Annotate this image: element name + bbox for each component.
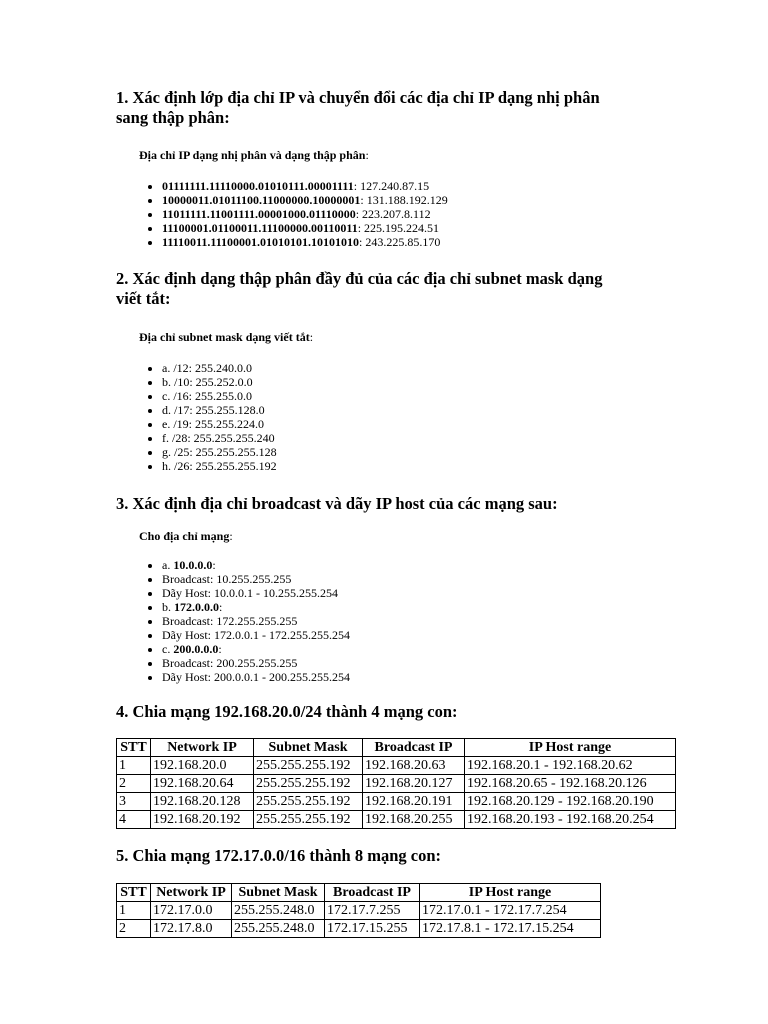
table-cell: 192.168.20.0 <box>151 757 254 775</box>
list-item <box>162 179 716 193</box>
table-cell: 1 <box>117 757 151 775</box>
item-suffix: : <box>218 642 222 656</box>
network-address: 10.0.0.0 <box>173 558 213 572</box>
section-5-title: 5. Chia mạng 172.17.0.0/16 thành 8 mạng con: <box>116 846 441 865</box>
column-header: STT <box>117 739 151 757</box>
table-cell: 172.17.7.255 <box>325 902 420 920</box>
table-header-row <box>117 739 676 757</box>
table-cell: 172.17.0.0 <box>151 902 232 920</box>
table-header-row <box>117 884 601 902</box>
table-cell: 255.255.255.192 <box>254 775 363 793</box>
item-suffix: : <box>219 600 223 614</box>
table-row <box>117 811 676 829</box>
list-item: • c. /16: 255.255.0.0 <box>162 389 716 403</box>
list-item: • g. /25: 255.255.255.128 <box>162 445 716 459</box>
section-2-intro-bold: Địa chỉ subnet mask dạng viết tắt <box>139 330 310 344</box>
decimal-value: : 127.240.87.15 <box>353 179 430 193</box>
decimal-value: : 225.195.224.51 <box>357 221 440 235</box>
list-item <box>162 221 716 235</box>
item-prefix: c. <box>162 642 174 656</box>
section-1-title-line1: 1. Xác định lớp địa chỉ IP và chuyển đổi các địa chỉ IP dạng nhị phân <box>116 88 600 107</box>
binary-value: 10000011.01011100.11000000.10000001 <box>162 193 361 207</box>
column-header: Subnet Mask <box>232 884 325 902</box>
table-cell: 192.168.20.193 - 192.168.20.254 <box>465 811 676 829</box>
section-2-title-line2: viết tắt: <box>116 289 171 308</box>
table-row <box>117 920 601 938</box>
list-item: • Broadcast: 172.255.255.255 <box>162 614 716 628</box>
table-row <box>117 757 676 775</box>
table-cell: 192.168.20.255 <box>363 811 465 829</box>
list-item <box>162 558 716 572</box>
section-4-title: 4. Chia mạng 192.168.20.0/24 thành 4 mạng con: <box>116 702 458 721</box>
table-cell: 192.168.20.63 <box>363 757 465 775</box>
subnet-table-5 <box>116 883 601 938</box>
list-item <box>162 600 716 614</box>
list-item: • Dãy Host: 172.0.0.1 - 172.255.255.254 <box>162 628 716 642</box>
table-cell: 192.168.20.129 - 192.168.20.190 <box>465 793 676 811</box>
binary-value: 11100001.01100011.11100000.00110011 <box>162 221 358 235</box>
table-cell: 255.255.255.192 <box>254 757 363 775</box>
list-item: • Broadcast: 200.255.255.255 <box>162 656 716 670</box>
decimal-value: : 223.207.8.112 <box>355 207 431 221</box>
list-item: • f. /28: 255.255.255.240 <box>162 431 716 445</box>
table-row <box>117 902 601 920</box>
table-cell: 192.168.20.127 <box>363 775 465 793</box>
item-prefix: b. <box>162 600 174 614</box>
section-1-intro-colon: : <box>365 148 369 162</box>
list-item: • Broadcast: 10.255.255.255 <box>162 572 716 586</box>
table-cell: 192.168.20.192 <box>151 811 254 829</box>
list-item <box>162 207 716 221</box>
table-cell: 172.17.8.0 <box>151 920 232 938</box>
binary-value: 11011111.11001111.00001000.01110000 <box>162 207 356 221</box>
column-header: IP Host range <box>420 884 601 902</box>
section-2-intro-colon: : <box>309 330 314 344</box>
table-cell: 172.17.0.1 - 172.17.7.254 <box>420 902 601 920</box>
table-cell: 255.255.255.192 <box>254 811 363 829</box>
table-cell: 192.168.20.65 - 192.168.20.126 <box>465 775 676 793</box>
column-header: IP Host range <box>465 739 676 757</box>
table-cell: 192.168.20.64 <box>151 775 254 793</box>
item-suffix: : <box>212 558 216 572</box>
section-1-intro-bold: Địa chỉ IP dạng nhị phân và dạng thập phân <box>139 148 366 162</box>
list-item: • Dãy Host: 10.0.0.1 - 10.255.255.254 <box>162 586 716 600</box>
list-item: • Dãy Host: 200.0.0.1 - 200.255.255.254 <box>162 670 716 684</box>
table-cell: 255.255.255.192 <box>254 793 363 811</box>
subnet-mask-list <box>116 361 716 473</box>
column-header: STT <box>117 884 151 902</box>
binary-value: 11110011.11100001.01010101.10101010 <box>162 235 360 249</box>
column-header: Broadcast IP <box>325 884 420 902</box>
table-cell: 1 <box>117 902 151 920</box>
list-item: • h. /26: 255.255.255.192 <box>162 459 716 473</box>
table-row <box>117 775 676 793</box>
section-2-intro <box>139 330 716 345</box>
section-3-intro-colon: : <box>229 529 233 543</box>
section-3-intro <box>139 529 716 544</box>
list-item <box>162 235 716 249</box>
table-cell: 172.17.15.255 <box>325 920 420 938</box>
item-prefix: a. <box>162 558 174 572</box>
column-header: Subnet Mask <box>254 739 363 757</box>
table-cell: 4 <box>117 811 151 829</box>
table-cell: 3 <box>117 793 151 811</box>
subnet-table-4 <box>116 738 676 829</box>
table-cell: 255.255.248.0 <box>232 902 325 920</box>
section-1-title-line2: sang thập phân: <box>116 108 230 127</box>
section-2-title-line1: 2. Xác định dạng thập phân đầy đủ của các địa chỉ subnet mask dạng <box>116 269 603 288</box>
binary-value: 01111111.11110000.01010111.00001111 <box>162 179 354 193</box>
section-2-title <box>116 269 716 309</box>
list-item <box>162 193 716 207</box>
table-cell: 192.168.20.1 - 192.168.20.62 <box>465 757 676 775</box>
column-header: Network IP <box>151 884 232 902</box>
table-cell: 2 <box>117 920 151 938</box>
table-cell: 2 <box>117 775 151 793</box>
table-cell: 192.168.20.128 <box>151 793 254 811</box>
table-cell: 255.255.248.0 <box>232 920 325 938</box>
table-cell: 192.168.20.191 <box>363 793 465 811</box>
document-page <box>116 86 716 938</box>
binary-ip-list <box>116 179 716 249</box>
decimal-value: : 131.188.192.129 <box>360 193 448 207</box>
list-item <box>162 642 716 656</box>
decimal-value: : 243.225.85.170 <box>359 235 441 249</box>
table-cell: 172.17.8.1 - 172.17.15.254 <box>420 920 601 938</box>
section-1-intro <box>139 148 716 163</box>
network-list <box>116 558 716 684</box>
network-address: 200.0.0.0 <box>173 642 219 656</box>
section-3-title: 3. Xác định địa chỉ broadcast và dãy IP host của các mạng sau: <box>116 494 558 513</box>
list-item: • a. /12: 255.240.0.0 <box>162 361 716 375</box>
column-header: Broadcast IP <box>363 739 465 757</box>
list-item: • e. /19: 255.255.224.0 <box>162 417 716 431</box>
list-item: • d. /17: 255.255.128.0 <box>162 403 716 417</box>
list-item: • b. /10: 255.252.0.0 <box>162 375 716 389</box>
section-1-title <box>116 88 716 128</box>
network-address: 172.0.0.0 <box>174 600 219 614</box>
table-row <box>117 793 676 811</box>
section-3-intro-bold: Cho địa chỉ mạng <box>139 529 230 543</box>
column-header: Network IP <box>151 739 254 757</box>
